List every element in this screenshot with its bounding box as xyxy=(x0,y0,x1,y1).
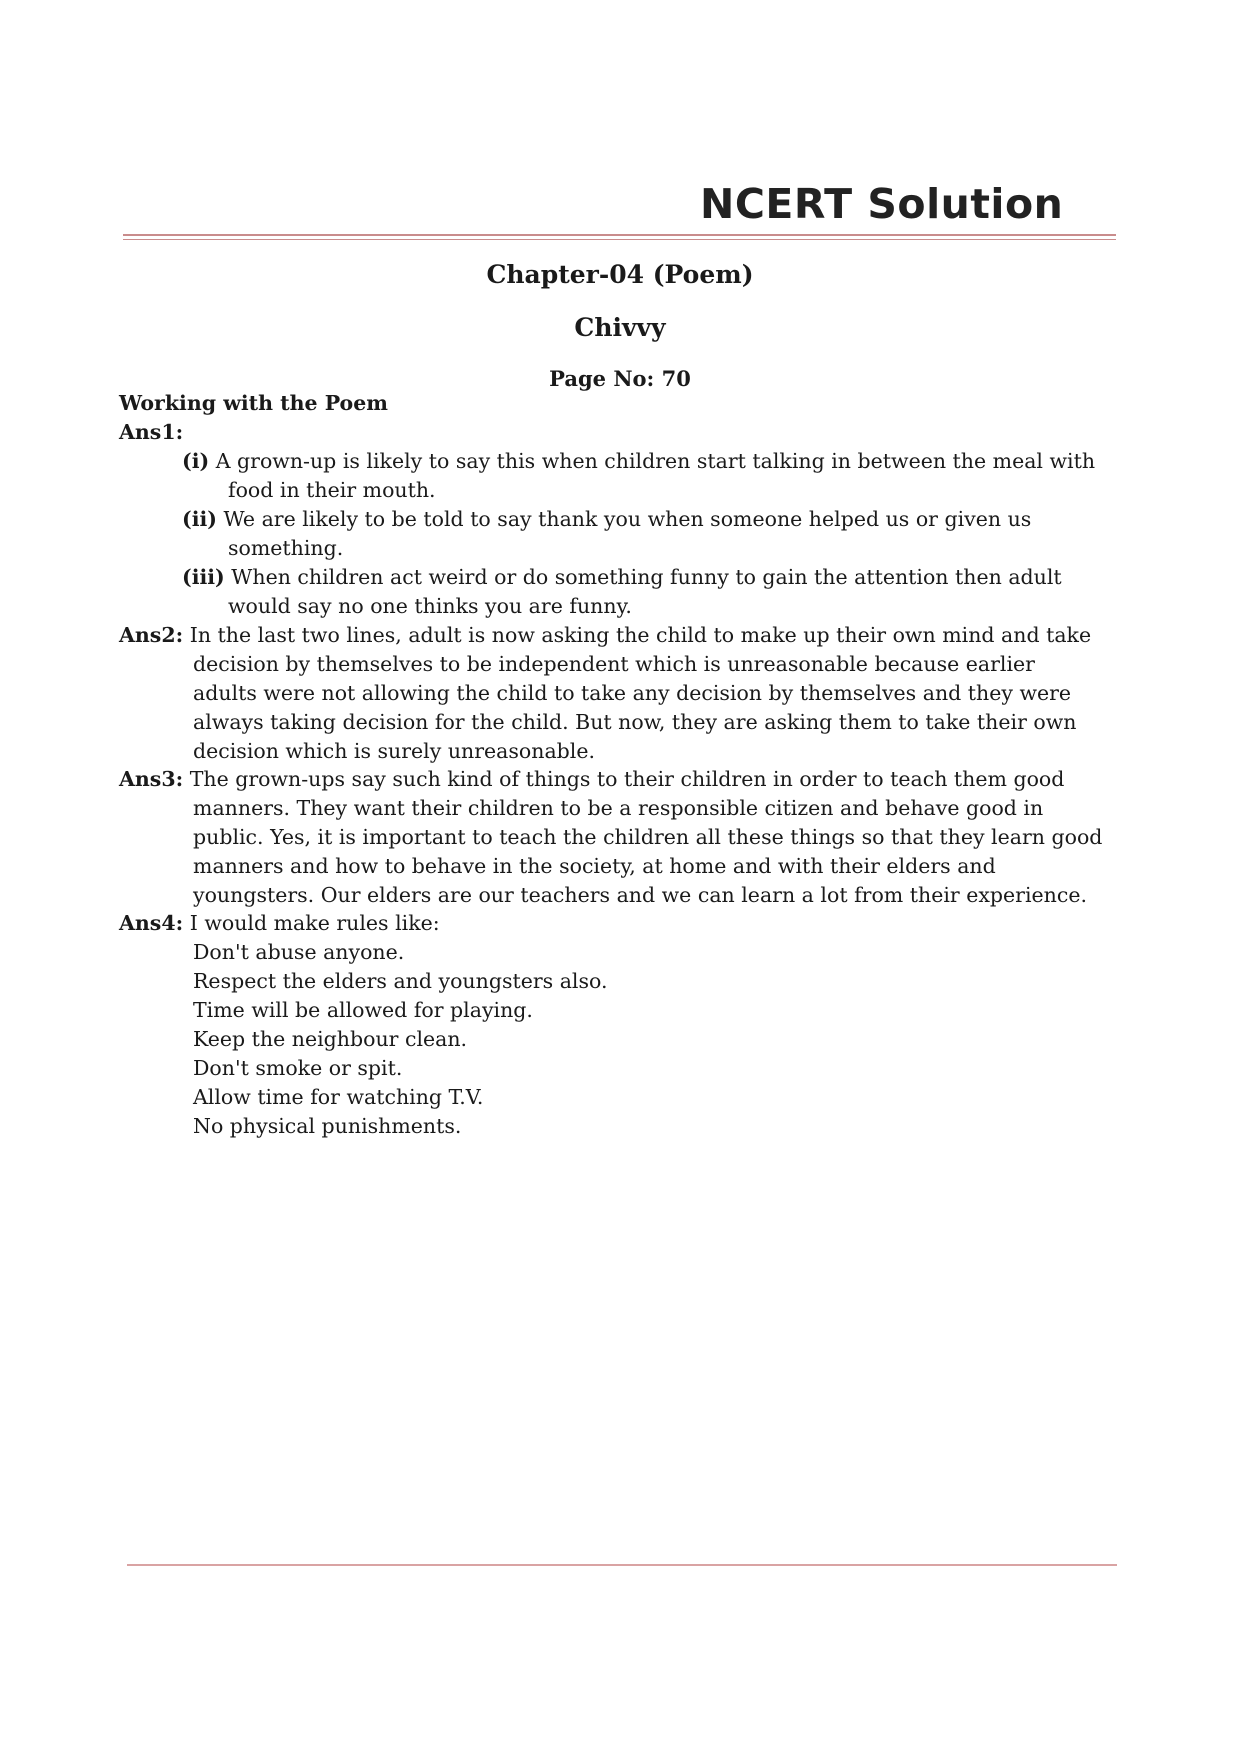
ans4-rule: Don't abuse anyone. xyxy=(193,940,405,964)
ans3-label: Ans3: xyxy=(119,767,184,791)
ans3-line1-row xyxy=(119,765,1064,794)
ans3-line2: manners. They want their children to be a responsible citizen and behave good in xyxy=(193,796,1044,820)
ans2-line1: In the last two lines, adult is now asking the child to make up their own mind and take xyxy=(189,623,1092,647)
ans2-label: Ans2: xyxy=(119,623,184,647)
ans2-line1-row xyxy=(119,621,1091,650)
footer-divider xyxy=(127,1564,1117,1566)
ans2-line3: adults were not allowing the child to take any decision by themselves and they were xyxy=(193,681,1072,705)
ans4-intro: I would make rules like: xyxy=(189,911,440,935)
ans1-iii-line2: would say no one thinks you are funny. xyxy=(228,594,632,618)
ans1-iii-label: (iii) xyxy=(182,565,225,589)
ans2-line2: decision by themselves to be independent which is unreasonable because earlier xyxy=(193,652,1035,676)
ans4-rule: Time will be allowed for playing. xyxy=(193,998,533,1022)
section-title: Working with the Poem xyxy=(119,391,388,415)
ans2-line4: always taking decision for the child. But now, they are asking them to take their own xyxy=(193,710,1077,734)
ans3-line1: The grown-ups say such kind of things to their children in order to teach them good xyxy=(189,767,1065,791)
ans1-ii-line2: something. xyxy=(228,536,344,560)
header-title: NCERT Solution xyxy=(700,180,1064,228)
ans1-i-line1: A grown-up is likely to say this when children start talking in between the meal with xyxy=(215,449,1096,473)
ans4-rule: Allow time for watching T.V. xyxy=(193,1085,484,1109)
ans1-item-i xyxy=(182,447,1095,476)
ans1-item-iii xyxy=(182,563,1062,592)
ans4-rule: Keep the neighbour clean. xyxy=(193,1027,468,1051)
chapter-heading: Chapter-04 (Poem) xyxy=(486,260,754,289)
ans1-ii-label: (ii) xyxy=(182,507,217,531)
ans1-iii-line1: When children act weird or do something funny to gain the attention then adult xyxy=(231,565,1062,589)
ans4-rule: Respect the elders and youngsters also. xyxy=(193,969,608,993)
ans1-i-label: (i) xyxy=(182,449,210,473)
ans1-item-ii xyxy=(182,505,1031,534)
ans1-ii-line1: We are likely to be told to say thank you when someone helped us or given us xyxy=(223,507,1032,531)
header-divider-thin xyxy=(123,239,1116,240)
ans3-line5: youngsters. Our elders are our teachers and we can learn a lot from their experience. xyxy=(193,883,1087,907)
poem-title: Chivvy xyxy=(574,313,666,342)
ans1-label: Ans1: xyxy=(119,420,184,444)
ans3-line4: manners and how to behave in the society, at home and with their elders and xyxy=(193,854,996,878)
header-divider xyxy=(123,234,1116,236)
ans4-label: Ans4: xyxy=(119,911,184,935)
ans4-rule: No physical punishments. xyxy=(193,1114,462,1138)
page-number: Page No: 70 xyxy=(549,366,691,391)
ans1-i-line2: food in their mouth. xyxy=(228,478,436,502)
ans4-intro-row xyxy=(119,909,440,938)
ans3-line3: public. Yes, it is important to teach the children all these things so that they learn good xyxy=(193,825,1103,849)
ans2-line5: decision which is surely unreasonable. xyxy=(193,739,596,763)
ans4-rule: Don't smoke or spit. xyxy=(193,1056,403,1080)
